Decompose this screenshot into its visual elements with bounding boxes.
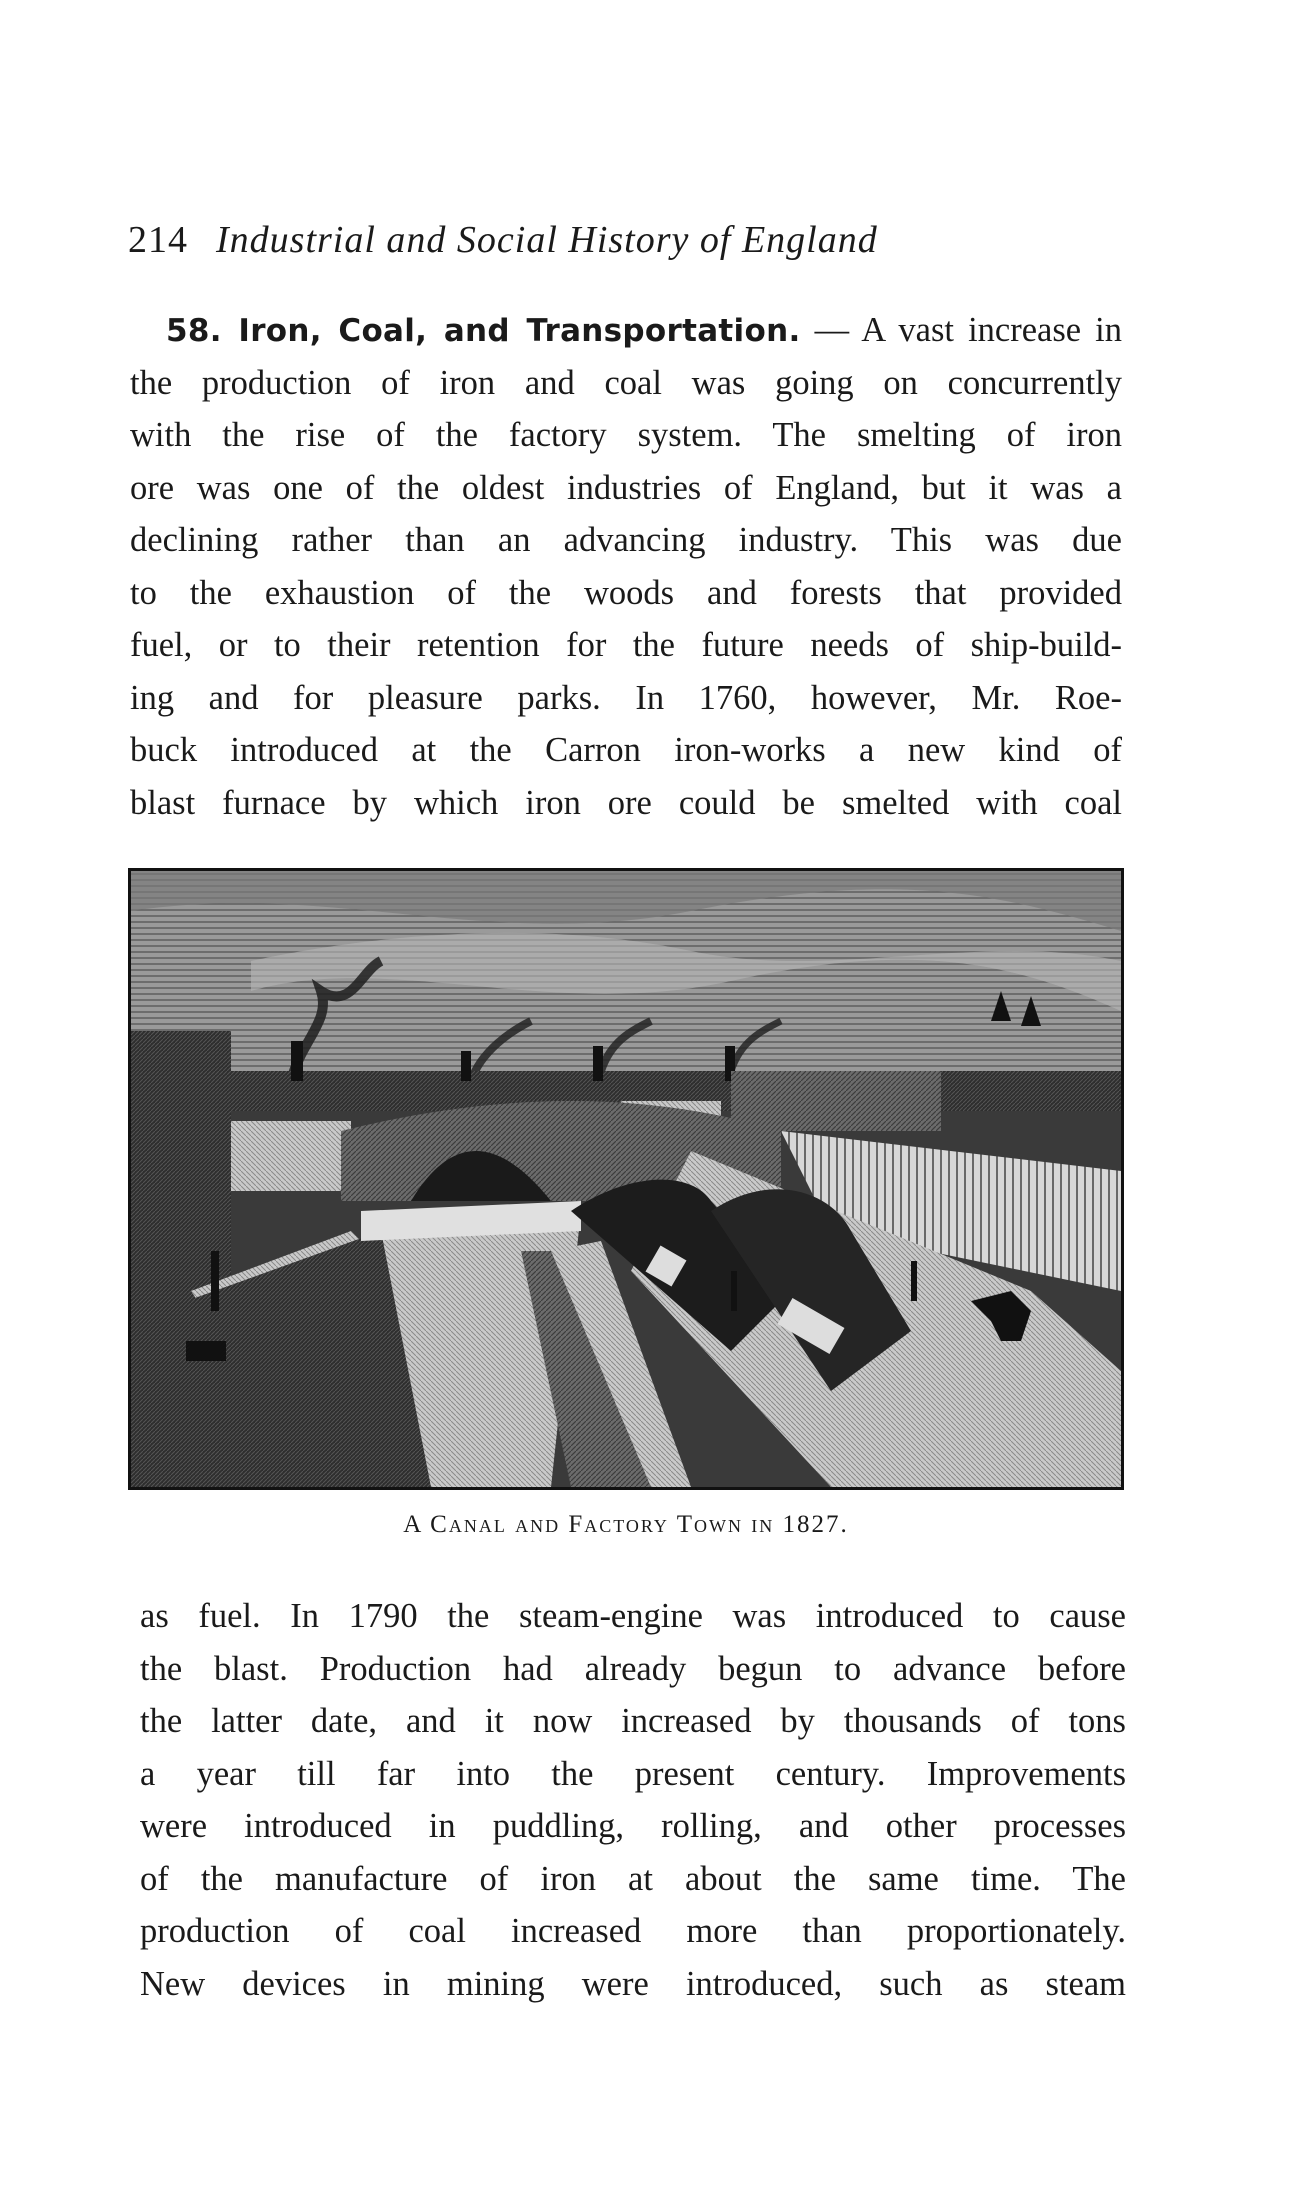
paragraph-line	[130, 304, 1122, 357]
paragraph-line: a year till far into the present century. Improvements	[140, 1754, 1126, 1793]
paragraph-line: ing and for pleasure parks. In 1760, however, Mr. Roe-	[130, 678, 1122, 717]
paragraph-production	[140, 1590, 1126, 2010]
figure-caption: A Canal and Factory Town in 1827.	[403, 1511, 849, 1538]
paragraph-line: of the manufacture of iron at about the same time. The	[140, 1859, 1126, 1898]
section-heading: 58. Iron, Coal, and Transportation.	[166, 313, 801, 349]
running-title: Industrial and Social History of England	[216, 219, 878, 261]
paragraph-line: with the rise of the factory system. The smelting of iron	[130, 416, 1122, 454]
paragraph-line: the production of iron and coal was going on concurrently	[130, 363, 1122, 402]
paragraph-line: declining rather than an advancing industry. This was due	[130, 521, 1122, 559]
paragraph-line: fuel, or to their retention for the future needs of ship-build-	[130, 626, 1122, 664]
paragraph-line: the latter date, and it now increased by thousands of tons	[140, 1702, 1126, 1740]
paragraph-line: to the exhaustion of the woods and forests that provided	[130, 573, 1122, 612]
paragraph-line: buck introduced at the Carron iron-works a new kind of	[130, 731, 1122, 769]
canal-engraving-illustration	[128, 868, 1124, 1490]
paragraph-line: blast furnace by which iron ore could be smelted with coal	[130, 783, 1122, 822]
paragraph-line: the blast. Production had already begun to advance before	[140, 1649, 1126, 1688]
paragraph-iron-coal	[130, 304, 1122, 829]
paragraph-line: New devices in mining were introduced, such as steam	[140, 1964, 1126, 2003]
paragraph-line: production of coal increased more than proportionately.	[140, 1912, 1126, 1950]
paragraph-line: as fuel. In 1790 the steam-engine was introduced to cause	[140, 1597, 1126, 1635]
page-number: 214	[128, 219, 188, 261]
running-header	[128, 218, 1128, 268]
paragraph-line: ore was one of the oldest industries of England, but it was a	[130, 468, 1122, 507]
paragraph-line-text: — A vast increase in	[814, 311, 1122, 349]
paragraph-line: were introduced in puddling, rolling, and other processes	[140, 1807, 1126, 1845]
